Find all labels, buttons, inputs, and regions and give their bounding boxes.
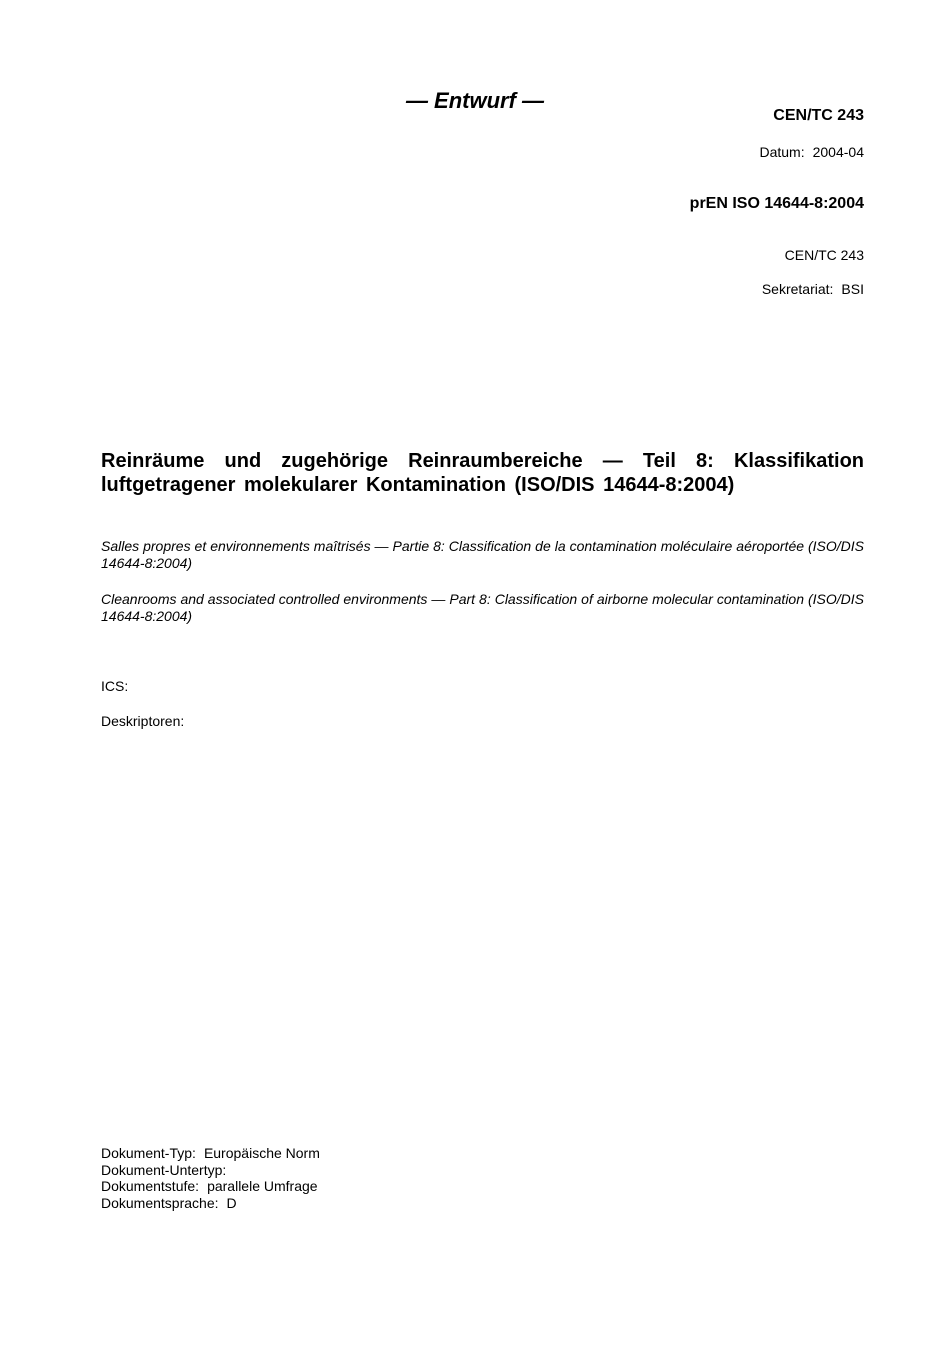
draft-mark: — Entwurf — (405, 88, 545, 113)
document-info (101, 1145, 320, 1211)
document-stage-label: Dokumentstufe: (101, 1178, 200, 1194)
secretariat-line (762, 281, 864, 297)
french-title: Salles propres et environnements maîtrisés — Partie 8: Classification de la contamination moléculaire aéroportée (ISO/DIS 14644-8:2004) (101, 538, 864, 571)
document-stage-value: parallele Umfrage (207, 1178, 318, 1194)
ics-label: ICS: (101, 678, 129, 694)
date-line (759, 144, 864, 160)
document-language-line (101, 1195, 320, 1212)
secretariat-value: BSI (841, 281, 864, 297)
document-stage-line (101, 1178, 320, 1195)
document-language-label: Dokumentsprache: (101, 1194, 219, 1211)
document-subtype-line (101, 1162, 320, 1179)
committee-line: CEN/TC 243 (784, 247, 864, 263)
document-subtype-label: Dokument-Untertyp: (101, 1161, 227, 1178)
descriptors-label: Deskriptoren: (101, 713, 185, 729)
document-language-value: D (226, 1194, 237, 1211)
document-type-line (101, 1145, 320, 1162)
date-label: Datum: (759, 144, 805, 160)
document-type-label: Dokument-Typ: (101, 1145, 196, 1161)
committee-heading: CEN/TC 243 (773, 107, 864, 124)
english-title: Cleanrooms and associated controlled environments — Part 8: Classification of airborne molecular contamination (ISO/DIS 14644-8:2004) (101, 591, 864, 624)
date-value: 2004-04 (812, 144, 864, 160)
document-reference: prEN ISO 14644-8:2004 (689, 195, 864, 212)
document-type-value: Europäische Norm (203, 1145, 320, 1161)
secretariat-label: Sekretariat: (761, 281, 834, 297)
main-title: Reinräume und zugehörige Reinraumbereiche — Teil 8: Klassifikation luftgetragener molekularer Kontamination (ISO/DIS 14644-8:2004) (101, 450, 864, 496)
